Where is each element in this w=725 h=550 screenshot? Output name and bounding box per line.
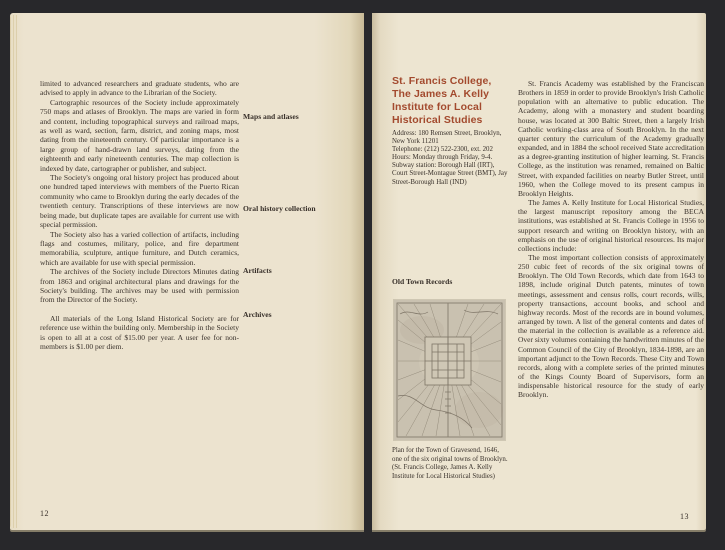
paragraph: The James A. Kelly Institute for Local Historical Studies, the largest manuscript repository among the BECA institutions, was established at St. Francis College in 1956 to support research and writing on Brooklyn history, with an emphasis on the use of original historical resources. Its major collections include:	[518, 198, 704, 253]
page-number-left: 12	[40, 509, 49, 518]
contact-info-block	[392, 130, 508, 187]
left-page	[10, 13, 364, 530]
paragraph: Cartographic resources of the Society include approximately 750 maps and atlases of Brooklyn. The maps are varied in form and content, including topographical surveys and railroad maps, as well as ward, section, farm, district, and zoning maps, most dating from the nineteenth century. Of particular importance is a large group of hand-drawn land surveys, dating from the eighteenth and early nineteenth centuries. The map collection is indexed by date, cartographer or publisher, and subject.	[40, 97, 239, 173]
page-edge-stack	[10, 15, 17, 528]
paragraph: St. Francis Academy was established by the Franciscan Brothers in 1859 in order to provide Brooklyn's Irish Catholic population with an alternative to public education. The Academy, along with a monastery and student boarding house, was located at 300 Baltic Street, then a largely Irish Catholic working-class area of South Brooklyn. In the next quarter century the curriculum of the Academy gradually expanded, and in 1884 the school received State accreditation as a degree-granting institution of higher learning. St. Francis College, as the institution was renamed, remained on Baltic Street, with expanded facilities on nearby Butler Street, until 1960, when the College moved to its present campus in Brooklyn Heights.	[518, 79, 704, 198]
paragraph: The Society also has a varied collection of artifacts, including flags and costumes, military, police, and fire department memorabilia, sculpture, antique furniture, and Dutch ceramics, which are available for use with special permission.	[40, 229, 239, 267]
address-line: Address: 180 Remsen Street, Brooklyn, New York 11201	[392, 130, 502, 146]
hours-line: Hours: Monday through Friday, 9-4.	[392, 154, 493, 162]
article-title-line: Institute for Local	[392, 101, 482, 113]
gravesend-plan-image	[394, 300, 505, 440]
subway-line: Subway station: Borough Hall (IRT), Court Street-Montague Street (BMT), Jay Street-Borough Hall (IND)	[392, 162, 508, 186]
page-number-right: 13	[680, 512, 689, 521]
sidebar-label-old-town-records: Old Town Records	[392, 277, 453, 286]
article-title	[392, 75, 512, 127]
telephone-line: Telephone: (212) 522-2300, ext. 202	[392, 146, 493, 154]
article-title-line: Historical Studies	[392, 114, 483, 126]
paragraph: The Society's ongoing oral history project has produced about one hundred taped interviews with members of the Puerto Rican community who came to Brooklyn during the early decades of the twentieth century. Transcriptions of these interviews are now being made, but duplicate tapes are available for current use with special permission.	[40, 173, 239, 230]
margin-label-maps-and-atlases: Maps and atlases	[243, 112, 299, 121]
left-page-text-column	[40, 79, 239, 351]
article-title-line: The James A. Kelly	[392, 88, 490, 100]
right-page	[372, 13, 706, 530]
paragraph: limited to advanced researchers and graduate students, who are advised to apply in advance to the Librarian of the Society.	[40, 79, 239, 98]
paragraph: All materials of the Long Island Historical Society are for reference use within the building only. Membership in the Society is open to all at a cost of $15.00 per year. A user fee for non-members is $1.00 per diem.	[40, 313, 239, 351]
article-title-line: St. Francis College,	[392, 75, 492, 87]
margin-label-oral-history-collection: Oral history collection	[243, 204, 316, 213]
margin-label-artifacts: Artifacts	[243, 266, 272, 275]
paragraph: The most important collection consists of approximately 250 cubic feet of records of the six original towns of Brooklyn. The Old Town Records, which date from 1643 to 1898, include original Dutch patents, minutes of town meetings, assessment and census rolls, court records, wills, property transactions, account books, and school and highway records. Most of the records are in bound volumes, arranged by town. A list of the general contents and dates of the material in the collection is available as a reference aid. Over sixty volumes containing the handwritten minutes of the Common Council of the City of Brooklyn, 1834-1898, are an important adjunct to the Town Records. These City and Town records, along with a complete series of the printed minutes of the Kings County Board of Supervisors, form an indispensable historical resource for the study of early Brooklyn.	[518, 252, 704, 400]
paragraph: The archives of the Society include Directors Minutes dating from 1863 and original architectural plans and drawings for the Society's building. The archives may be used with permission from the Director of the Society.	[40, 267, 239, 305]
right-page-text-column	[518, 79, 704, 399]
margin-label-archives: Archives	[243, 310, 272, 319]
figure-caption: Plan for the Town of Gravesend, 1646, one of the six original towns of Brooklyn. (St. Francis College, James A. Kelly Institute for Local Historical Studies)	[392, 447, 508, 480]
